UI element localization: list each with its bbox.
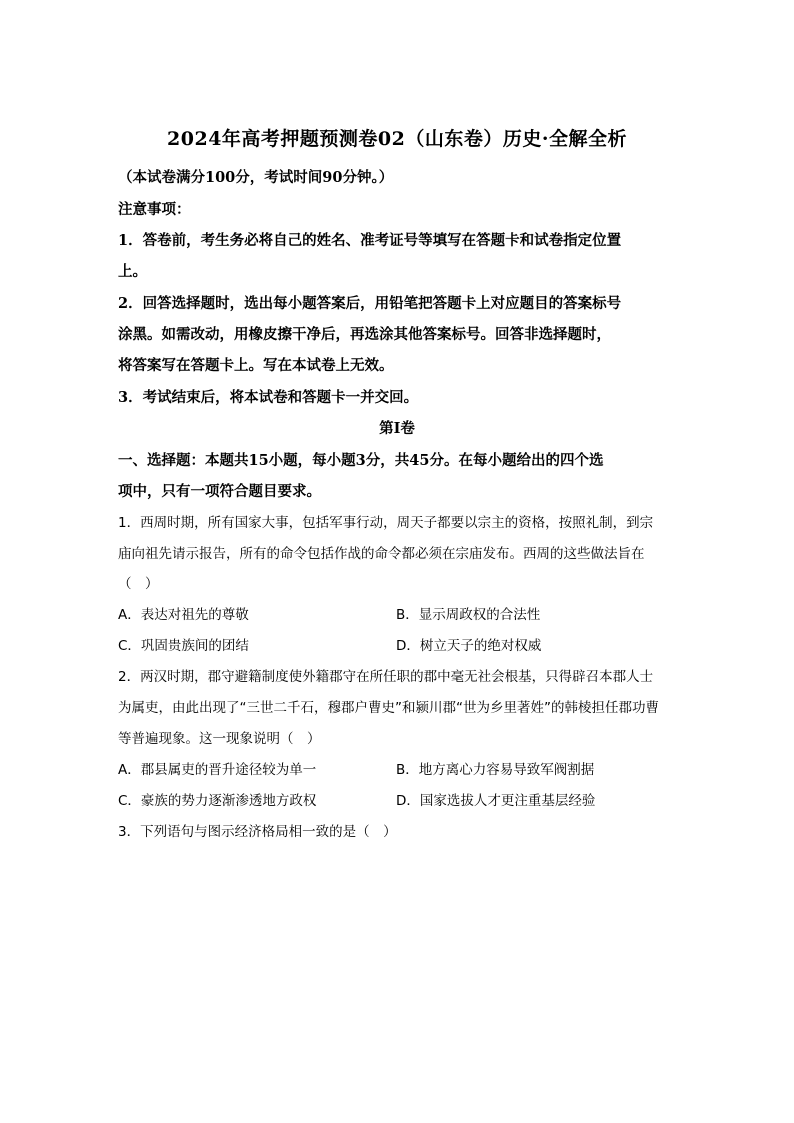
option-b[interactable]: B．显示周政权的合法性 (396, 607, 541, 623)
document-title: 2024年高考押题预测卷02（山东卷）历史·全解全析 (167, 128, 627, 150)
note-1-line-2: 上。 (118, 263, 147, 280)
question-1-stem-line-2: 庙向祖先请示报告，所有的命令包括作战的命令都必须在宗庙发布。西周的这些做法旨在 (118, 546, 645, 562)
question-2-stem-line-1: 2．两汉时期，郡守避籍制度使外籍郡守在所任职的郡中毫无社会根基，只得辟召本郡人士 (118, 669, 654, 685)
question-1-stem-line-3: （ ） (118, 576, 159, 592)
question-2-stem-line-2: 为属吏，由此出现了“三世二千石，穆郡户曹史”和颍川郡“世为乡里著姓”的韩棱担任郡功曹 (118, 700, 659, 716)
option-c[interactable]: C．豪族的势力逐渐渗透地方政权 (118, 793, 317, 809)
section-heading-line-1: 一、选择题：本题共15小题，每小题3分，共45分。在每小题给出的四个选 (118, 452, 604, 469)
question-1-options-row-2 (0, 634, 794, 654)
option-b[interactable]: B．地方离心力容易导致军阀割据 (396, 762, 595, 778)
question-1-stem-line-1: 1．西周时期，所有国家大事，包括军事行动，周天子都要以宗主的资格，按照礼制，到宗 (118, 515, 654, 531)
exam-info: （本试卷满分100分，考试时间90分钟。） (118, 169, 394, 186)
option-d[interactable]: D．国家选拔人才更注重基层经验 (396, 793, 596, 809)
note-2-line-2: 涂黑。如需改动，用橡皮擦干净后，再选涂其他答案标号。回答非选择题时， (118, 326, 611, 343)
section-heading-line-2: 项中，只有一项符合题目要求。 (118, 483, 321, 500)
question-2-options-row-2 (0, 789, 794, 809)
note-3-line-1: 3．考试结束后，将本试卷和答题卡一并交回。 (118, 389, 419, 406)
question-3-stem-line-1: 3．下列语句与图示经济格局相一致的是（ ） (118, 824, 397, 840)
option-a[interactable]: A．表达对祖先的尊敬 (118, 607, 249, 623)
question-2-stem-line-3: 等普遍现象。这一现象说明（ ） (118, 731, 321, 747)
note-2-line-1: 2．回答选择题时，选出每小题答案后，用铅笔把答题卡上对应题目的答案标号 (118, 295, 622, 312)
note-2-line-3: 将答案写在答题卡上。写在本试卷上无效。 (118, 357, 394, 374)
notes-heading: 注意事项： (118, 201, 191, 218)
question-2-options-row-1 (0, 758, 794, 778)
option-a[interactable]: A．郡县属吏的晋升途径较为单一 (118, 762, 317, 778)
volume-label: 第Ⅰ卷 (379, 420, 415, 437)
question-1-options-row-1 (0, 603, 794, 623)
note-1-line-1: 1．答卷前，考生务必将自己的姓名、准考证号等填写在答题卡和试卷指定位置 (118, 232, 622, 249)
option-d[interactable]: D．树立天子的绝对权威 (396, 638, 542, 654)
option-c[interactable]: C．巩固贵族间的团结 (118, 638, 249, 654)
